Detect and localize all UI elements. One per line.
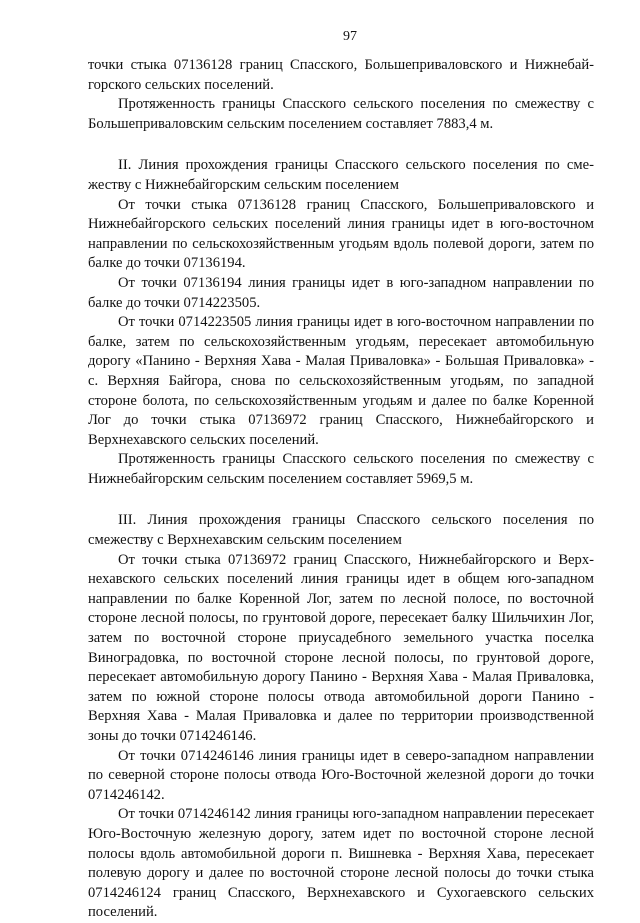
paragraph-ii-2: От точки 07136194 линия границы идет в юго-западном направлении по балке до точки 0714223505. — [88, 274, 594, 311]
paragraph-ii-3: От точки 0714223505 линия границы идет в юго-восточном направлении по балке, затем по сельскохозяйственным угодьям, пересекает автомобильную дорогу «Панино - Верхняя Хава - Малая Приваловка» - Большая Приваловка» - с. Верхняя Байгора, снова по сельскохозяйственным угодьям, по западной стороне болота, по сельскохозяйственным угодьям и далее по балке Коренной Лог до точки стыка 07136972 границ Спасского, Нижнебайгорского и Верхнехавского сельских поселений. — [88, 314, 594, 448]
section-title-ii: II. Линия прохождения границы Спасского сельского поселения по смежеству с Нижнебайгорским сельским поселением — [88, 157, 594, 193]
paragraph-ii-1: От точки стыка 07136128 границ Спасского, Большеприваловского и Нижнебайгорского сельских поселений линия границы идет в юго-восточном направлении по сельскохозяйственным угодьям вдоль полевой дороги, затем по балке до точки 07136194. — [88, 196, 594, 272]
paragraph-iii-3: От точки 0714246142 линия границы юго-западном направлении пересекает Юго-Восточную железную дорогу, затем идет по восточной стороне лесной полосы вдоль автомобильной дороги п. Вишневка - Верхняя Хава, пересекает полевую дорогу и далее по восточной стороне лесной полосы до точки стыка 0714246124 границ Спасского, Верхнехавского и Сухогаевского сельских поселений. — [88, 806, 594, 921]
paragraph-iii-2: От точки 0714246146 линия границы идет в северо-западном направлении по северной стороне полосы отвода Юго-Восточной железной дороги до точки 0714246142. — [88, 747, 594, 803]
paragraph-iii-1: От точки стыка 07136972 границ Спасского, Нижнебайгорского и Верхнехавского сельских поселений линия границы идет в общем юго-западном направлении по балке Коренной Лог, затем по лесной полосе, по восточной стороне лесной полосы, по грунтовой дороге, пересекает балку Шильчихин Лог, затем по восточной стороне приусадебного земельного участка поселка Виноградовка, по восточной стороне лесной полосы, по грунтовой дороге, пересекает автомобильную дорогу Панино - Верхняя Хава - Малая Приваловка, затем по южной стороне полосы отвода автомобильной дороги Панино - Верхняя Хава - Малая Приваловка и далее по территории производственной зоны до точки 0714246146. — [88, 551, 594, 744]
paragraph-continuation: точки стыка 07136128 границ Спасского, Большеприваловского и Нижнебайгорского сельских поселений. — [88, 57, 594, 93]
document-page — [88, 28, 594, 923]
section-title-iii: III. Линия прохождения границы Спасского сельского поселения по смежеству с Верхнехавским сельским поселением — [88, 512, 594, 549]
paragraph-length-nizhnebaygorskoe: Протяженность границы Спасского сельского поселения по смежеству с Нижнебайгорским сельским поселением составляет 5969,5 м. — [88, 451, 594, 487]
page-number: 97 — [343, 29, 357, 44]
paragraph-length-bolsheprivalovskoe: Протяженность границы Спасского сельского поселения по смежеству с Большеприваловским сельским поселением составляет 7883,4 м. — [88, 96, 594, 132]
